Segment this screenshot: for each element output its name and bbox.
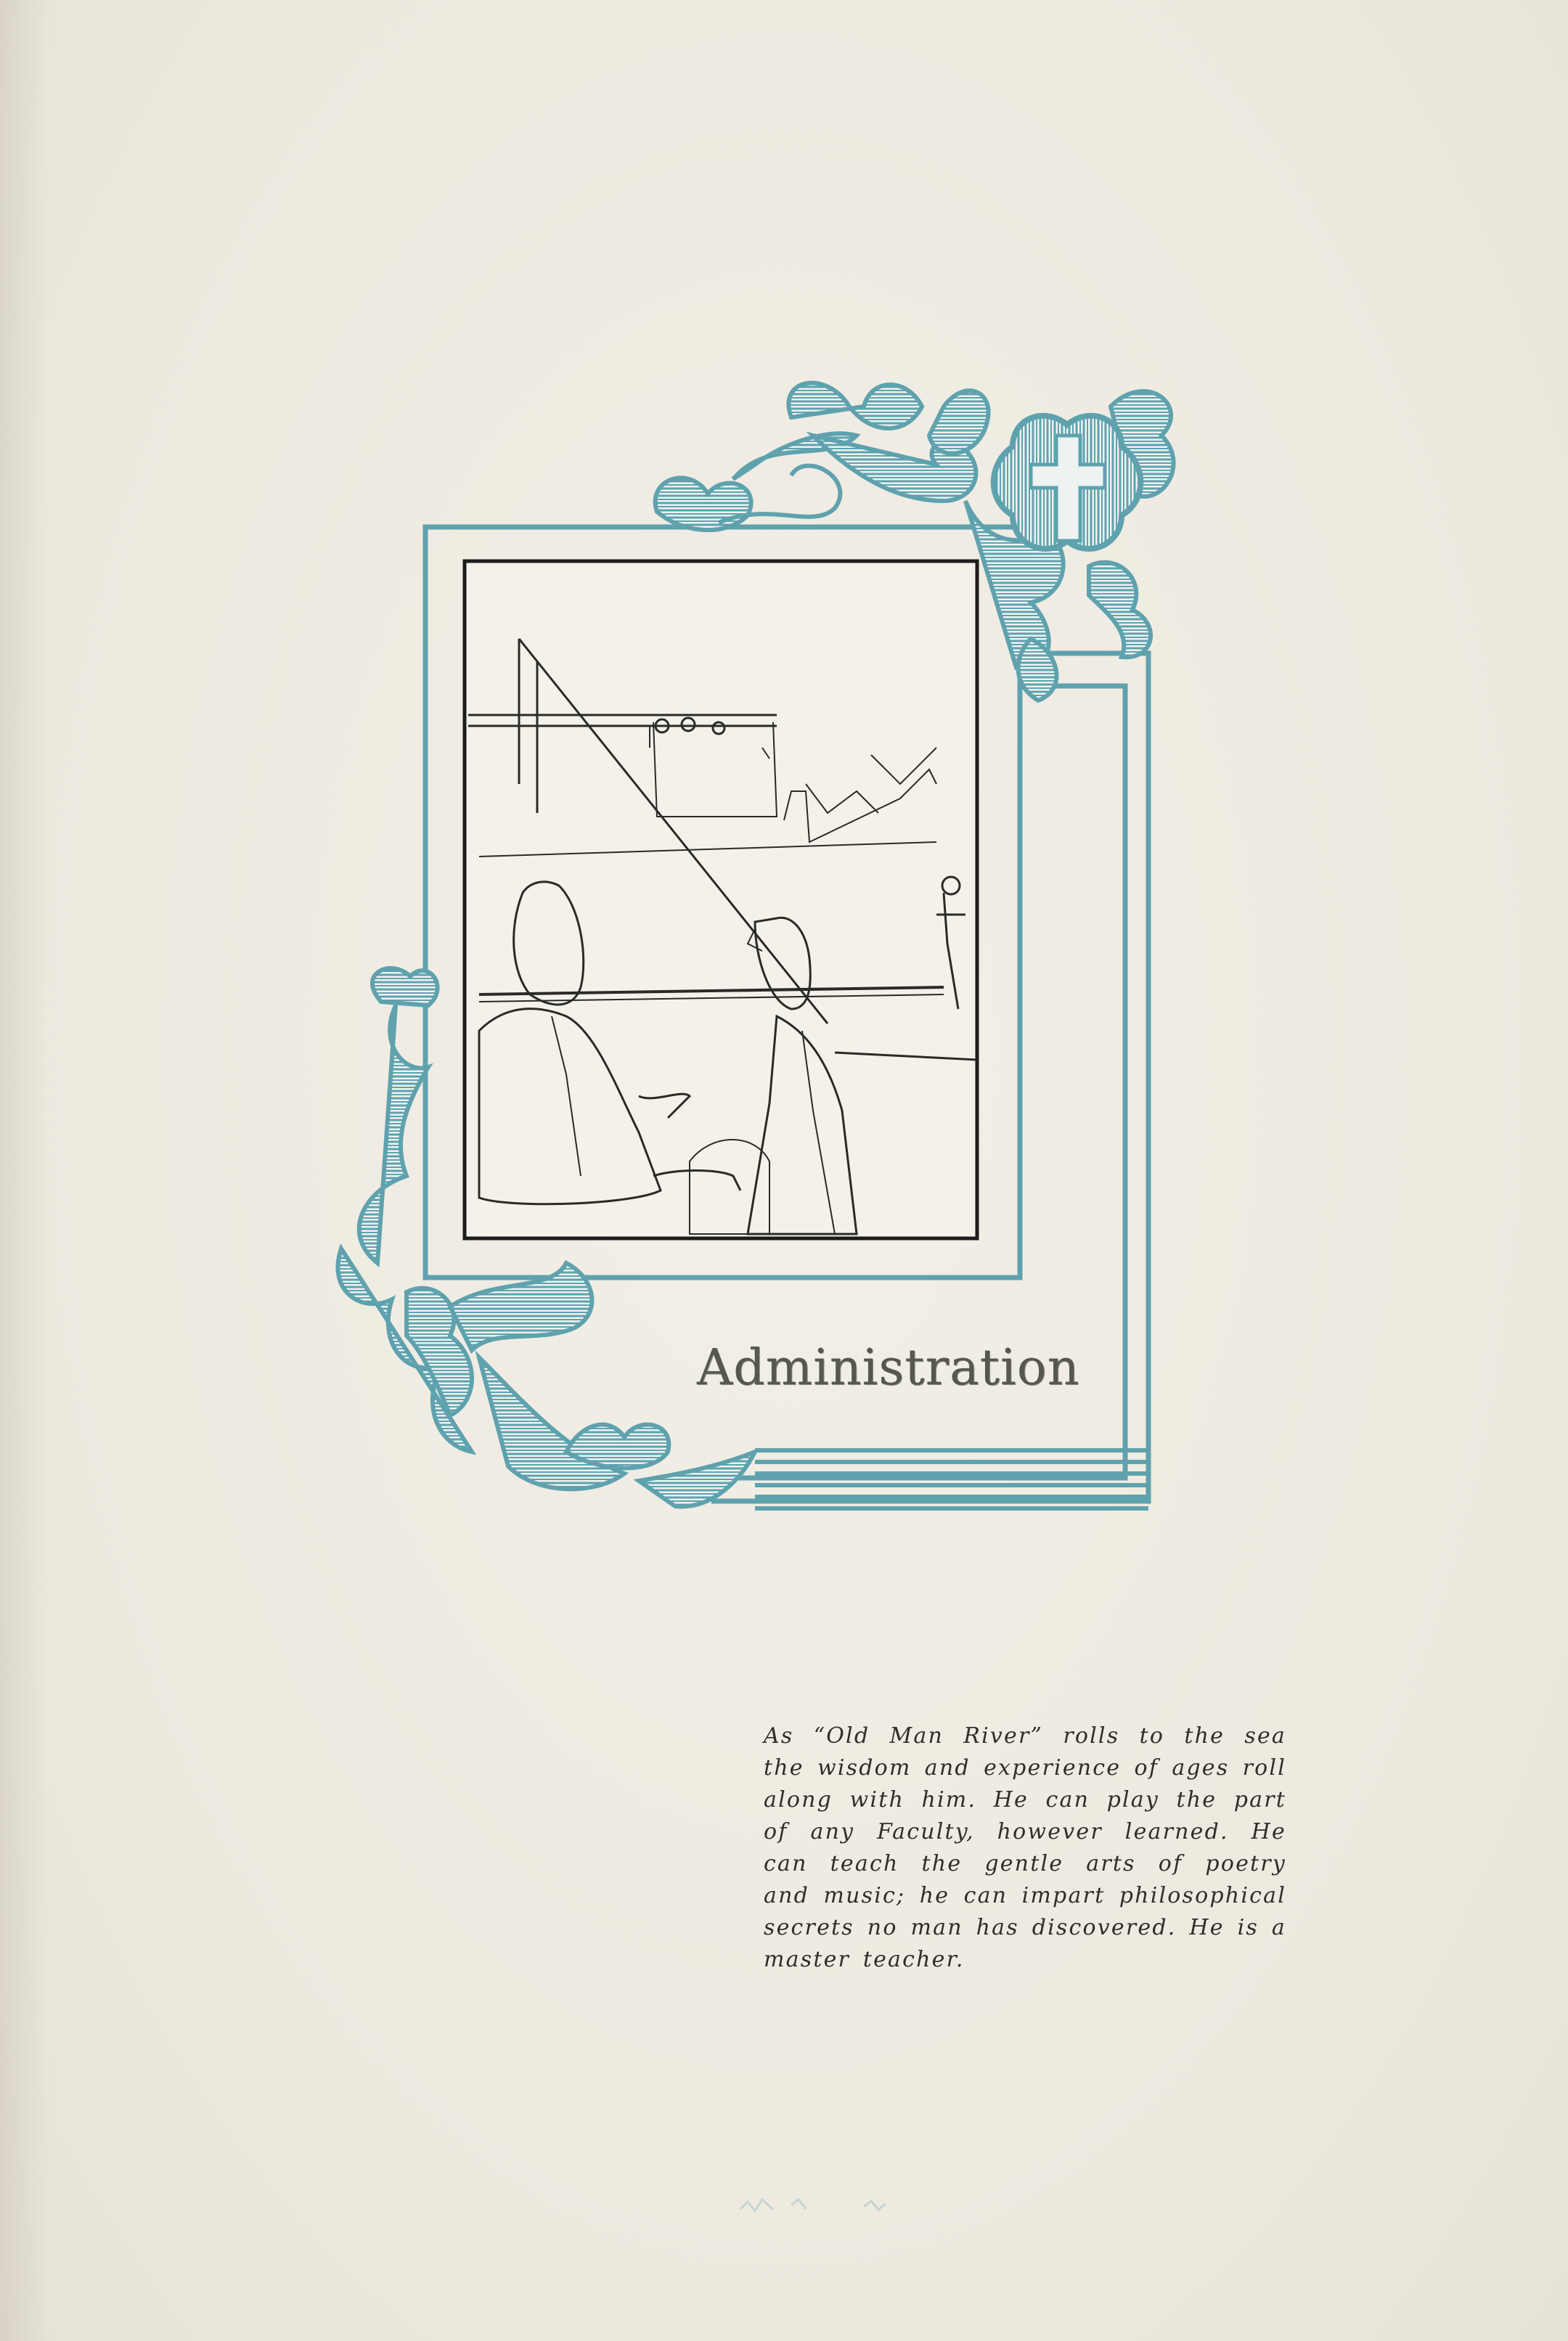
illustration-border <box>465 561 977 1238</box>
page-title: Administration <box>697 1339 1080 1397</box>
cross-shield-icon <box>994 416 1141 549</box>
caption-paragraph: As “Old Man River” rolls to the sea the wisdom and experience of ages roll along with him. He can play the part of any Faculty, however learned. He can teach the gentle arts of poetry and music; he can impart philosophical secrets no man has discovered. He is a master teacher. <box>764 1723 1286 1972</box>
bleed-through-mark <box>733 2191 951 2220</box>
